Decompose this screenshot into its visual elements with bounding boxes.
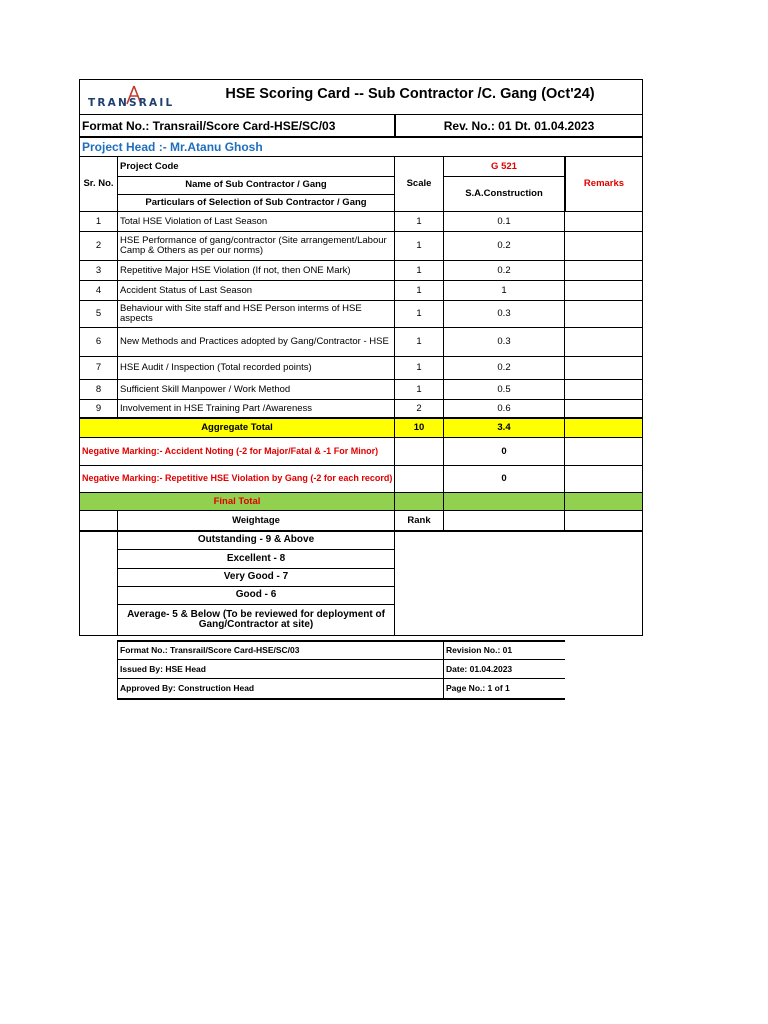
footer-page-number: Page No.: 1 of 1: [446, 683, 510, 694]
rating-average: Average- 5 & Below (To be reviewed for deployment of Gang/Contractor at site): [127, 608, 385, 630]
criteria-text: Accident Status of Last Season: [120, 284, 253, 296]
name-of-contractor-label: Name of Sub Contractor / Gang: [185, 179, 327, 191]
criteria-text: Sufficient Skill Manpower / Work Method: [120, 383, 291, 395]
logo-text: TRANSRAIL: [88, 97, 175, 109]
negative-marking-violation-label: Negative Marking:- Repetitive HSE Violation by Gang (-2 for each record): [82, 473, 393, 484]
project-code-label: Project Code: [120, 160, 179, 172]
scale-header: Scale: [406, 178, 432, 190]
company-logo: [86, 82, 176, 112]
scale-value: 2: [416, 403, 422, 415]
score-value: 0.3: [497, 308, 511, 320]
scale-value: 1: [416, 362, 422, 374]
project-code-value: G 521: [491, 160, 517, 172]
rating-outstanding: Outstanding - 9 & Above: [197, 534, 315, 546]
footer-issued-by: Issued By: HSE Head: [120, 663, 206, 674]
scale-value: 1: [416, 383, 422, 395]
remarks-header: Remarks: [583, 178, 625, 190]
sr-no: 5: [95, 308, 102, 320]
aggregate-label: Aggregate Total: [201, 422, 273, 434]
rating-good: Good - 6: [235, 589, 277, 601]
sr-no-header: Sr. No.: [83, 178, 114, 190]
scale-value: 1: [416, 336, 422, 348]
score-value: 0.3: [497, 336, 511, 348]
criteria-text: Total HSE Violation of Last Season: [120, 215, 268, 227]
criteria-text: HSE Audit / Inspection (Total recorded points): [120, 362, 312, 374]
negative-marking-accident-label: Negative Marking:- Accident Noting (-2 for Major/Fatal & -1 For Minor): [82, 445, 379, 456]
score-value: 0.2: [497, 240, 511, 252]
criteria-text: New Methods and Practices adopted by Gang/Contractor - HSE: [120, 336, 389, 348]
score-value: 0.1: [497, 215, 511, 227]
scale-value: 1: [416, 284, 422, 296]
revision-number: Rev. No.: 01 Dt. 01.04.2023: [443, 118, 595, 133]
aggregate-score: 3.4: [497, 422, 511, 434]
particulars-label: Particulars of Selection of Sub Contractor / Gang: [145, 197, 367, 209]
format-number: Format No.: Transrail/Score Card-HSE/SC/03: [82, 118, 336, 133]
sr-no: 2: [95, 240, 102, 252]
sr-no: 6: [95, 336, 102, 348]
sr-no: 7: [95, 362, 102, 374]
scale-value: 1: [416, 215, 422, 227]
sr-no: 4: [95, 284, 102, 296]
scale-value: 1: [416, 264, 422, 276]
rating-very-good: Very Good - 7: [223, 571, 289, 583]
footer-approved-by: Approved By: Construction Head: [120, 683, 255, 694]
negative-marking-accident-score: 0: [501, 445, 507, 457]
rating-excellent: Excellent - 8: [226, 553, 286, 565]
footer-date: Date: 01.04.2023: [446, 663, 513, 674]
weightage-header: Weightage: [232, 514, 280, 526]
criteria-text: Behaviour with Site staff and HSE Person interms of HSE aspects: [120, 303, 362, 324]
sr-no: 3: [95, 264, 102, 276]
final-total-label: Final Total: [213, 495, 261, 507]
contractor-name: S.A.Construction: [465, 188, 543, 200]
rank-header: Rank: [407, 514, 431, 526]
page-title: HSE Scoring Card -- Sub Contractor /C. Gang (Oct'24): [225, 86, 595, 102]
sr-no: 9: [95, 403, 102, 415]
score-value: 1: [501, 284, 507, 296]
aggregate-scale: 10: [413, 422, 425, 434]
score-value: 0.5: [497, 383, 511, 395]
criteria-text: HSE Performance of gang/contractor (Site arrangement/Labour Camp & Others as per our norms): [120, 235, 387, 256]
scale-value: 1: [416, 308, 422, 320]
criteria-text: Repetitive Major HSE Violation (If not, then ONE Mark): [120, 264, 351, 276]
score-value: 0.2: [497, 362, 511, 374]
sr-no: 8: [95, 383, 102, 395]
footer-format-number: Format No.: Transrail/Score Card-HSE/SC/03: [120, 645, 300, 656]
score-value: 0.2: [497, 264, 511, 276]
project-head: Project Head :- Mr.Atanu Ghosh: [82, 139, 263, 154]
sr-no: 1: [95, 215, 102, 227]
negative-marking-violation-score: 0: [501, 473, 507, 485]
score-value: 0.6: [497, 403, 511, 415]
criteria-text: Involvement in HSE Training Part /Awareness: [120, 403, 313, 415]
footer-revision-number: Revision No.: 01: [446, 645, 513, 656]
scale-value: 1: [416, 240, 422, 252]
